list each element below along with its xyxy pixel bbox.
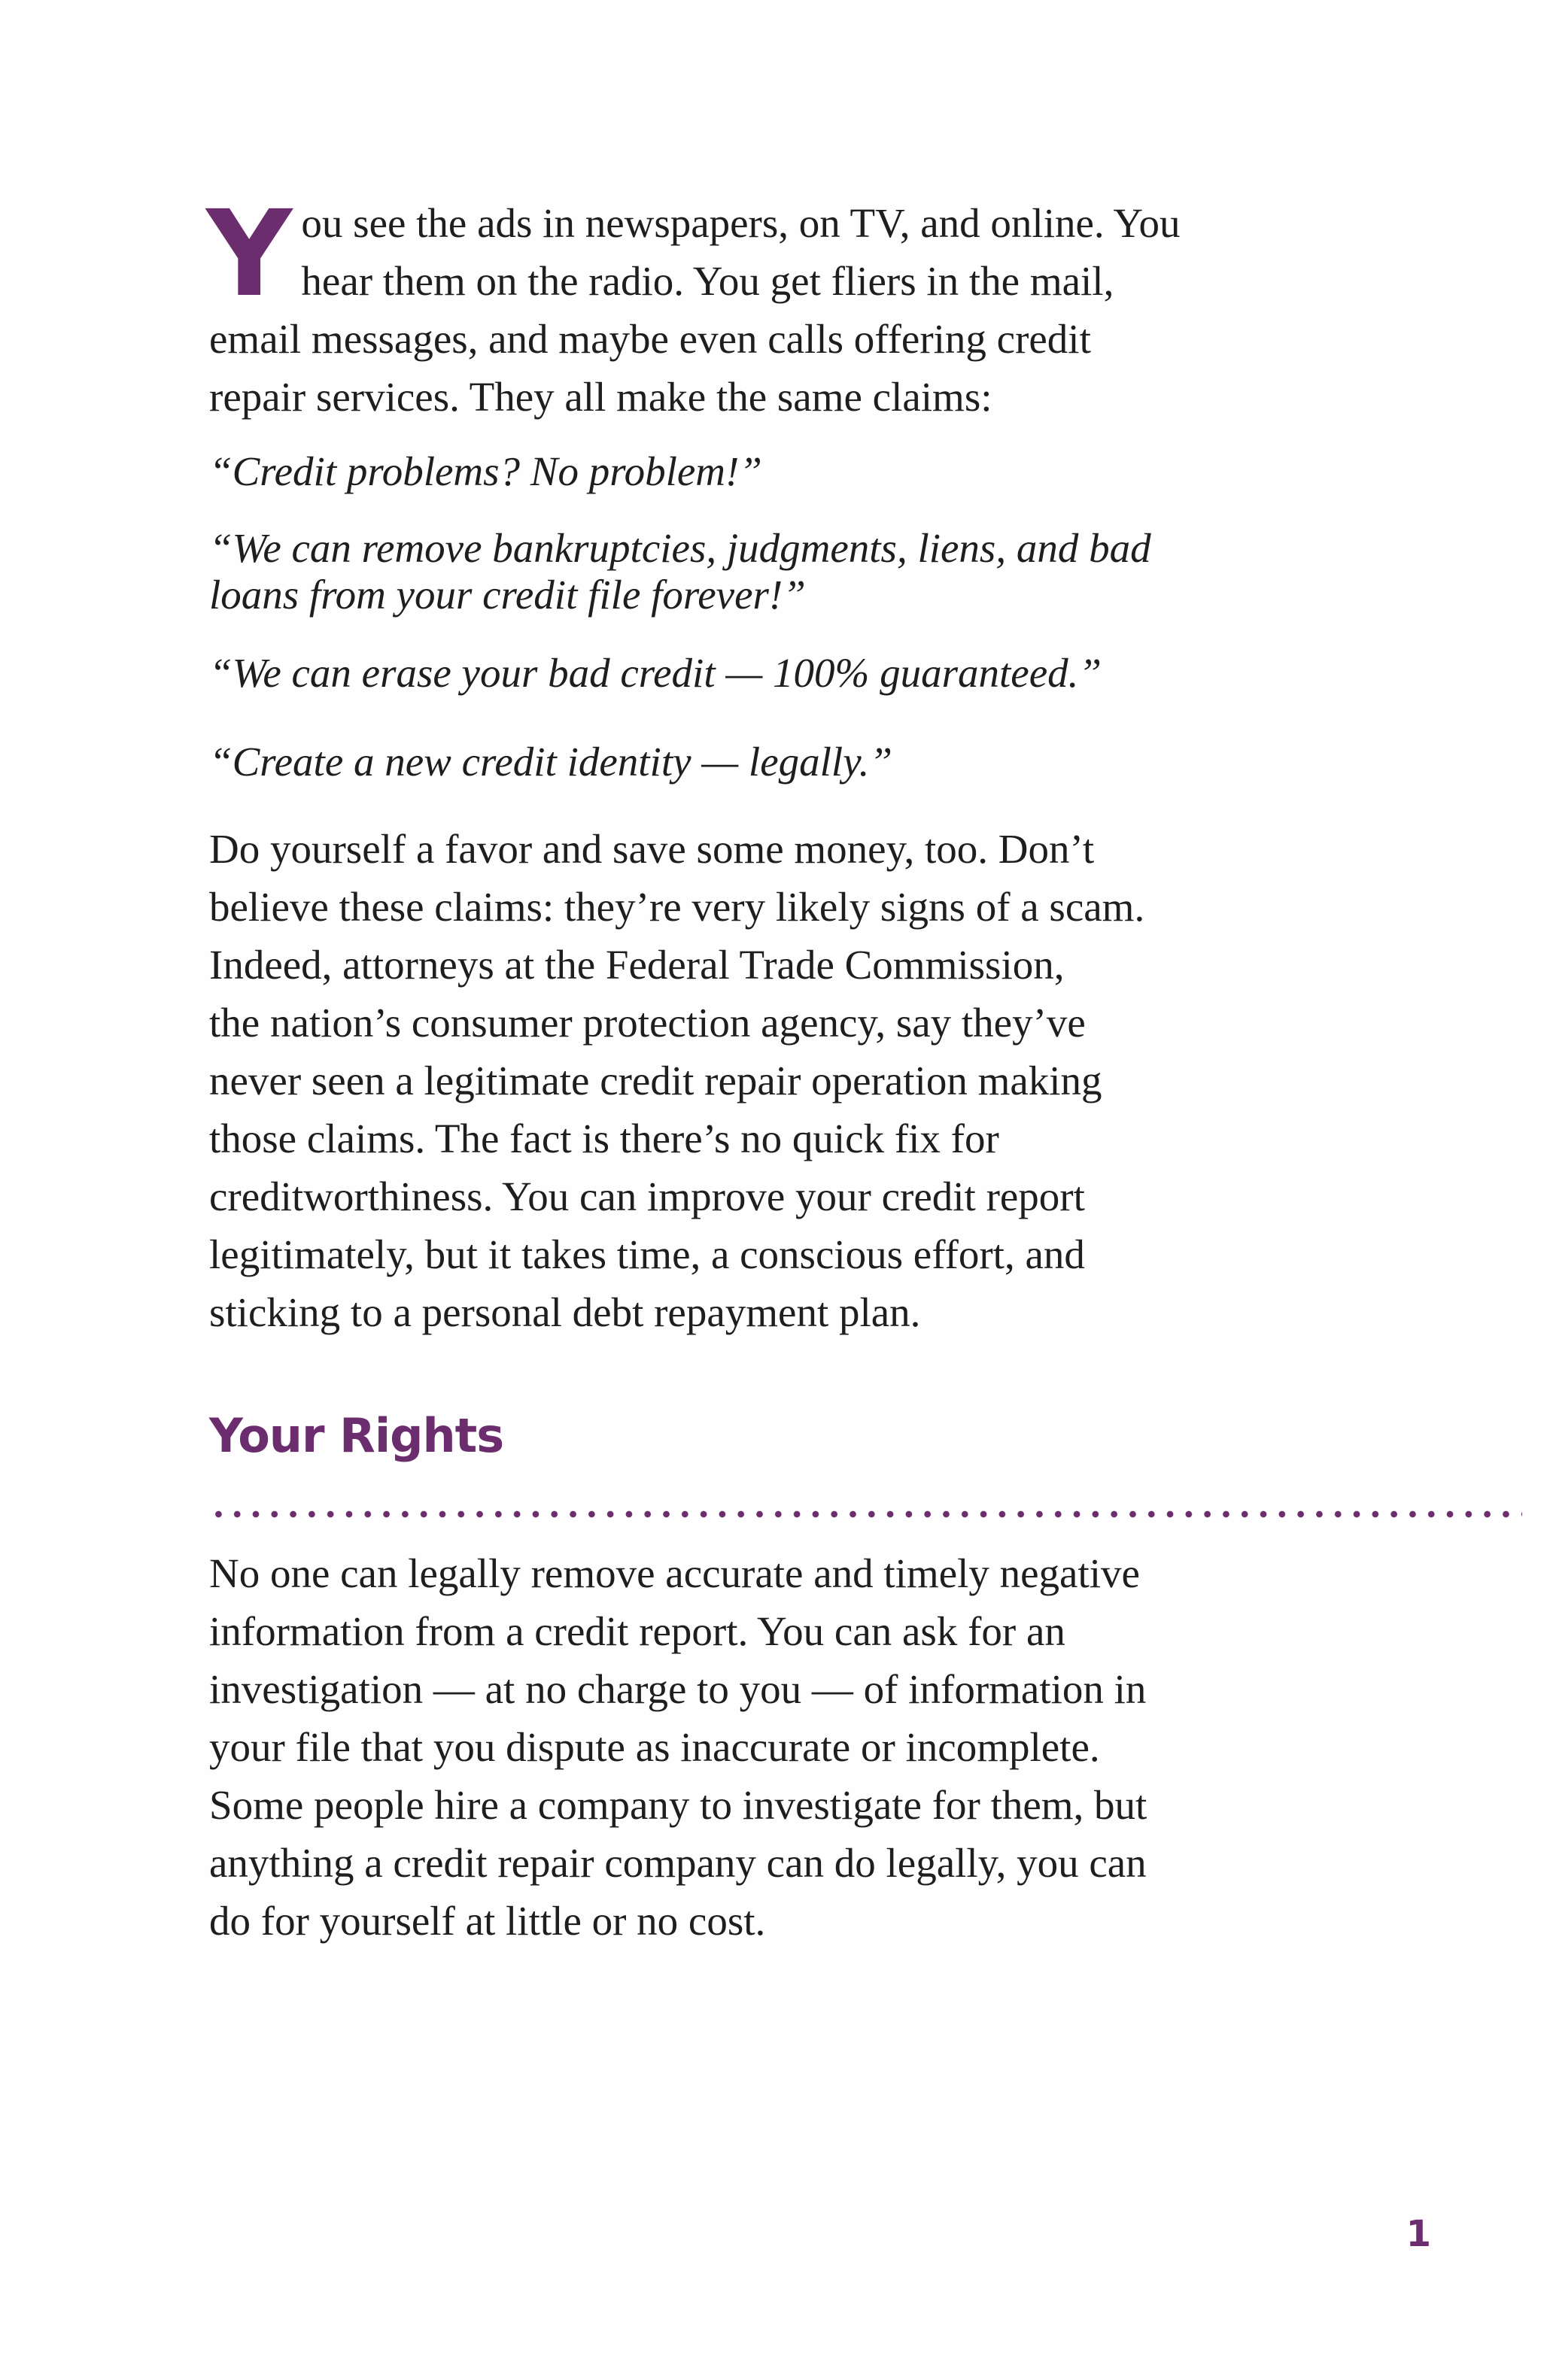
intro-text: ou see the ads in newspapers, on TV, and online. You hear them on the radio. You get fliers in the mail, email messages, and maybe even calls offering credit repair services. They all make the same claims: [209,200,1181,420]
claim-quote-3: “We can erase your bad credit — 100% guaranteed.” [209,650,1102,696]
rights-paragraph: No one can legally remove accurate and timely negative information from a credit report. You can ask for an investigation — at no charge to you — of information in your file that you dispute as inaccurate or incomplete. Some people hire a company to investigate for them, but anything a credit repair company can do legally, you can do for yourself at little or no cost. [209,1550,1147,1944]
page-number: 1 [1406,2213,1431,2255]
warning-paragraph: Do yourself a favor and save some money, too. Don’t believe these claims: they’re very likely signs of a scam. Indeed, attorneys at the Federal Trade Commission, the nation’s consumer protection agency, say they’ve never seen a legitimate credit repair operation making those claims. The fact is there’s no quick fix for creditworthiness. You can improve your credit report legitimately, but it takes time, a conscious effort, and sticking to a personal debt repayment plan. [209,826,1145,1335]
claim-quote-1: “Credit problems? No problem!” [209,448,762,494]
drop-cap: Y [206,185,293,323]
intro-paragraph [206,185,1338,426]
claim-quote-4: “Create a new credit identity — legally.” [209,739,892,785]
dotted-divider [209,1510,1522,1518]
main-content [206,185,1338,1466]
section-heading: Your Rights [209,1408,504,1463]
claim-quote-2: “We can remove bankruptcies, judgments, liens, and bad loans from your credit file forever!” [209,525,1151,618]
